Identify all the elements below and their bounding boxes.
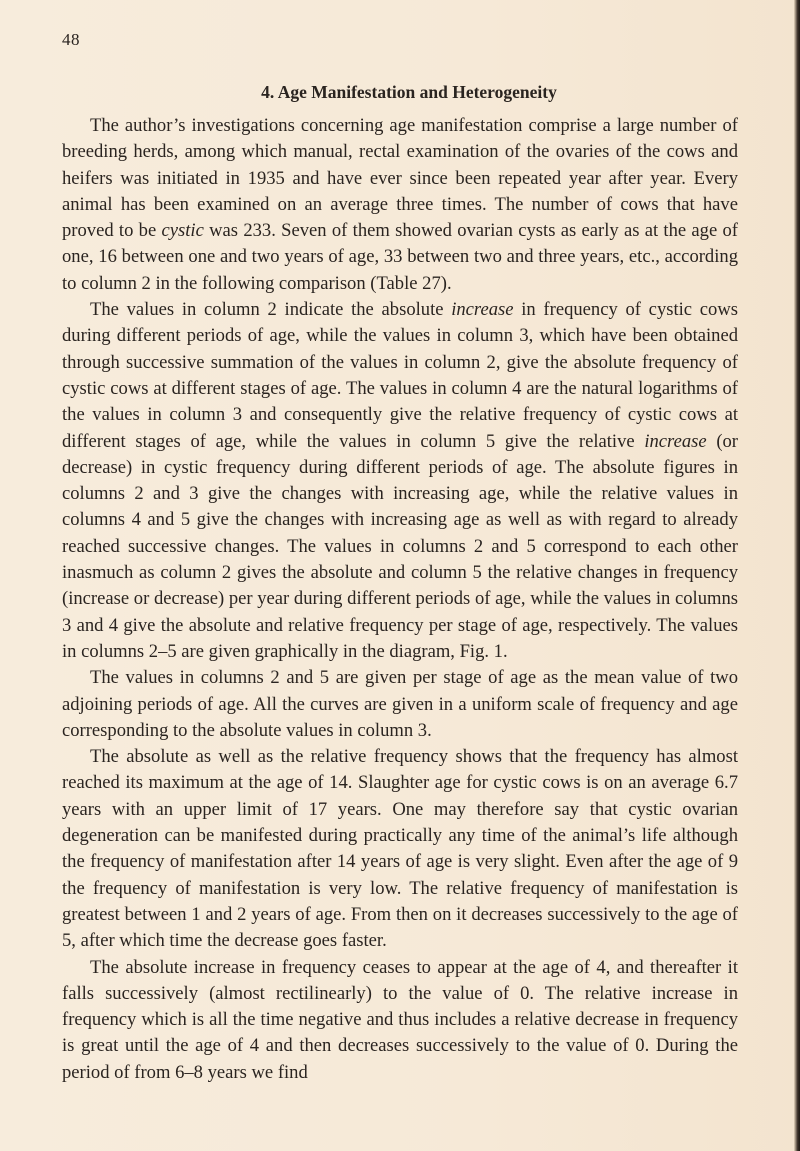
page-number: 48 xyxy=(62,30,80,49)
paragraph-2 xyxy=(62,297,738,665)
text-segment: (or decrease) in cystic frequency during different periods of age. The absolute figures in columns 2 and 3 give the changes with increasing age, while the relative values in columns 4 and 5 give the changes with increasing age as well as with regard to already reached successive changes. The values in columns 2 and 5 correspond to each other inasmuch as column 2 gives the absolute and column 5 the relative changes in frequency (increase or decrease) per year during different periods of age, while the values in columns 3 and 4 give the absolute and relative frequency per stage of age, respectively. The values in columns 2–5 are given graphically in the diagram, Fig. 1. xyxy=(62,430,738,662)
paragraph-4 xyxy=(62,744,738,954)
page-edge-shadow xyxy=(794,0,800,1151)
text-segment: The absolute as well as the relative frequency shows that the frequency has almost reached its maximum at the age of 14. Slaughter age for cystic cows is on an average 6.7 years with an upper limit of 17 years. One may therefore say that cystic ovarian degeneration can be manifested during practically any time of the animal’s life although the frequency of manifestation after 14 years of age is very slight. Even after the age of 9 the frequency of manifestation is very low. The relative frequency of manifestation is greatest between 1 and 2 years of age. From then on it decreases successively to the age of 5, after which time the decrease goes faster. xyxy=(62,746,738,952)
body-text xyxy=(62,113,738,1086)
italic-term: increase xyxy=(644,430,707,452)
text-segment: was 233. Seven of them showed ovarian cysts as early as at the age of one, 16 between one and two years of age, 33 between two and three years, etc., according to column 2 in the following comparison (Table 27). xyxy=(62,220,739,294)
text-segment: The author’s investigations concerning age manifestation comprise a large number of breeding herds, among which manual, rectal examination of the ovaries of the cows and heifers was initiated in 1935 and have ever since been repeated year after year. Every animal has been examined on an average three times. The number of cows that have proved to be xyxy=(62,115,738,242)
italic-term: cystic xyxy=(161,220,204,242)
text-segment: The absolute increase in frequency ceases to appear at the age of 4, and thereafter it falls successively (almost rectilinearly) to the value of 0. The relative increase in frequency which is all the time negative and thus includes a relative decrease in frequency is great until the age of 4 and then decreases successively to the value of 0. During the period of from 6–8 years we find xyxy=(62,956,738,1083)
text-segment: The values in column 2 indicate the absolute xyxy=(90,299,452,321)
paragraph-3 xyxy=(62,665,738,744)
italic-term: increase xyxy=(451,299,514,321)
section-heading: 4. Age Manifestation and Heterogeneity xyxy=(261,82,557,102)
paragraph-1 xyxy=(62,113,738,297)
text-segment: The values in columns 2 and 5 are given per stage of age as the mean value of two adjoining periods of age. All the curves are given in a uniform scale of frequency and age corresponding to the absolute values in column 3. xyxy=(62,667,738,741)
text-segment: in frequency of cystic cows during different periods of age, while the values in column 3, which have been obtained through successive summation of the values in column 2, give the absolute frequency of cystic cows at different stages of age. The values in column 4 are the natural logarithms of the values in column 3 and consequently give the relative frequency of cystic cows at different stages of age, while the values in column 5 give the relative xyxy=(62,299,738,452)
paragraph-5 xyxy=(62,955,738,1086)
